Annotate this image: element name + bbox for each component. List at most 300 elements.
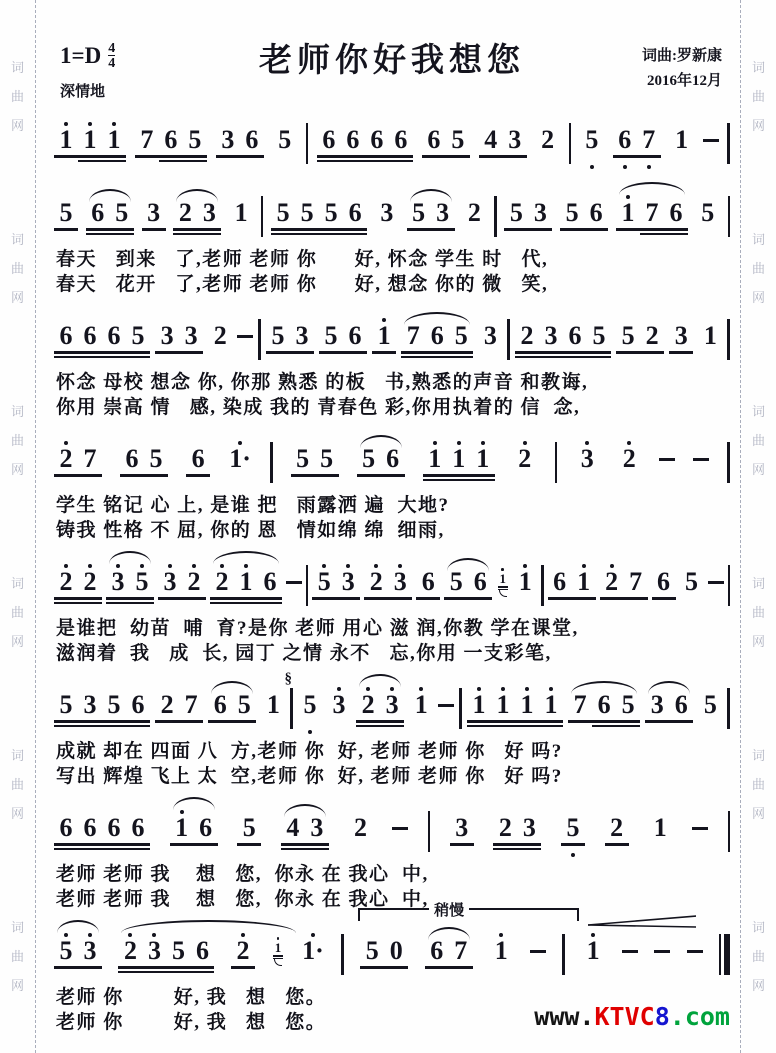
note-underlines [360,964,384,974]
note-digit: 6 [346,125,360,154]
duration-underline [312,597,336,600]
note-digit: 3 [455,813,469,842]
note-underlines [389,153,413,163]
credits [642,44,722,94]
note-digit: 7 [629,567,643,596]
note [670,114,694,174]
duration-underline [78,848,102,851]
note-underlines [78,595,102,605]
tempo-marking: 深情地 [60,84,106,100]
note [273,114,297,174]
note-digit: 1· [302,936,324,965]
duration-dash [237,335,253,338]
barline [341,934,343,975]
note [78,679,102,739]
note-digit: 2 [498,813,512,842]
note-digit: 5 [135,567,149,596]
note-underlines [208,718,232,728]
note-digit: 3 [436,198,450,227]
duration-underline [616,720,640,723]
watermark-character: 网 [751,634,765,650]
note [515,310,539,370]
note [561,802,585,862]
note-group [616,310,664,370]
duration-underline [166,971,190,974]
note-underlines [170,841,194,851]
note-digit: 2 [610,813,624,842]
octave-dots-below [647,163,651,174]
watermark-character: 网 [751,978,765,994]
note-underlines [271,226,295,236]
duration-underline [669,351,693,354]
note-digit: 3 [160,321,174,350]
note-group [617,433,641,493]
note-underlines [468,595,492,605]
note-group [261,679,285,739]
watermark-text [752,61,765,132]
note-group [444,556,492,616]
duration-underline [515,720,539,723]
note-digit: 6 [213,690,227,719]
note [182,556,206,616]
duration-underline [155,351,179,354]
duration-underline [102,351,126,354]
note-digit: 1 [83,125,97,154]
note-digit: 2 [354,813,367,842]
note-digit: 5 [237,690,251,719]
note-digit: 6 [618,125,632,154]
note-digit: 5 [317,567,331,596]
note-digit: 3 [393,567,407,596]
duration-underline [78,155,102,158]
note-digit: 6 [473,567,487,596]
note [605,802,629,862]
note [120,433,144,493]
duration-underline [183,155,207,158]
duration-dash [708,581,724,584]
note-digit: 4 [286,813,300,842]
duration-underline [102,356,126,359]
note-group [568,679,640,739]
note-digit: 3 [295,321,309,350]
note-group [208,679,256,739]
note-underlines [375,226,399,236]
duration-underline [446,155,470,158]
grace-digit: 1 [499,570,506,586]
note-underlines [372,349,396,359]
note-underlines [183,153,207,163]
composer-credit: 词曲:罗新康 [642,48,722,64]
note-digit: 3 [580,444,594,473]
note-underlines [384,964,408,974]
tempo-change-label: 稍慢 [429,899,469,920]
note-digit: 1 [621,198,635,227]
note-underlines [616,349,640,359]
note-digit: 2 [160,690,174,719]
note-group [696,187,720,247]
note-digit: 2 [541,125,555,154]
note-group [158,556,206,616]
duration-dash [392,827,408,830]
note [54,556,78,616]
duration-underline [423,479,447,482]
note [54,433,78,493]
duration-dash [687,950,703,953]
duration-underline [587,351,611,354]
note-underlines [317,153,341,163]
note-group [86,187,134,247]
duration-underline [616,725,640,728]
duration-underline [305,843,329,846]
note-underlines [229,226,253,236]
grace-note [271,937,284,966]
note-underlines [155,718,179,728]
note-digit: 3 [147,936,161,965]
notation-line [54,179,730,247]
duration-underline [389,155,413,158]
duration-dash [692,827,708,830]
watermark-character: 网 [10,978,24,994]
note-underlines [365,153,389,163]
note-underlines [536,153,560,163]
duration-underline [159,160,183,163]
note [515,679,539,739]
note-digit: 2 [467,198,481,227]
duration-underline [86,233,110,236]
duration-underline [102,843,126,846]
note [158,556,182,616]
barline [428,811,430,852]
watermark-character: 网 [10,117,24,133]
duration-underline [158,597,182,600]
watermark-character: 词 [751,748,765,764]
note-group [409,679,433,739]
note [409,679,433,739]
note [343,187,367,247]
octave-dots-below [308,728,312,739]
note-digit: 3 [544,321,558,350]
duration-underline [372,351,396,354]
note [640,310,664,370]
duration-underline [341,160,365,163]
note-underlines [301,964,325,974]
note-underlines [504,226,528,236]
note-digit: 6 [386,444,400,473]
note [179,310,203,370]
note-underlines [462,226,486,236]
note [78,310,102,370]
note-underlines [234,595,258,605]
watermark-character: 词 [10,59,24,75]
note-underlines [357,472,381,482]
note-digit: 6 [674,690,688,719]
duration-dash [654,950,670,953]
note-underlines [78,349,102,359]
duration-underline [86,228,110,231]
note-underlines [208,349,232,359]
duration-underline [258,597,282,600]
note-digit: 3 [221,125,235,154]
note [159,114,183,174]
note-underlines [159,153,183,163]
note [237,802,261,862]
note-digit: 0 [389,936,403,965]
duration-underline [539,356,563,359]
duration-underline [431,228,455,231]
note-group [698,679,722,739]
grace-underline [498,586,508,588]
note [106,556,130,616]
duration-underline [240,155,264,158]
note-digit: 1 [577,567,591,596]
duration-underline [517,843,541,846]
note [317,114,341,174]
duration-underline [423,474,447,477]
note-underlines [584,226,608,236]
duration-underline [142,971,166,974]
note-group [605,802,629,862]
octave-dots-below [623,163,627,174]
duration-underline [605,843,629,846]
note-group [118,925,214,985]
note [503,114,527,174]
watermark-column-right [740,0,776,1053]
duration-underline [231,966,255,969]
barline [306,123,308,164]
note-digit: 5 [703,690,717,719]
note-digit: 7 [184,690,198,719]
duration-underline [356,720,380,723]
note-group [479,114,527,174]
slur [57,920,99,933]
note-digit: 5 [701,198,715,227]
note [315,433,339,493]
note-underlines [54,472,78,482]
note-underlines [560,226,584,236]
watermark-character: 网 [10,461,24,477]
note-group [513,556,537,616]
meter-numerator: 4 [108,41,116,56]
note-digit: 6 [131,813,145,842]
duration-underline [295,228,319,231]
note-digit: 6 [553,567,567,596]
duration-underline [317,155,341,158]
note-underlines [572,595,596,605]
barline [270,442,272,483]
note-underlines [349,841,373,851]
note-digit: 5 [621,321,635,350]
note [360,925,384,985]
duration-underline [317,160,341,163]
note-digit: 6 [263,567,277,596]
note [536,114,560,174]
note-underlines [312,595,336,605]
note-group [327,679,351,739]
note-digit: 6 [191,444,205,473]
note-digit: 1 [107,125,121,154]
note [78,114,102,174]
note [234,556,258,616]
note-underlines [471,472,495,482]
note-digit: 3 [184,321,198,350]
note-group [208,310,232,370]
duration-underline [365,160,389,163]
barline [728,565,730,606]
watermark-character: 词 [10,403,24,419]
barline [459,688,461,729]
duration-underline [190,966,214,969]
note-underlines [613,153,637,163]
note-digit: 2 [123,936,137,965]
note [563,310,587,370]
note-underlines [78,964,102,974]
note [78,433,102,493]
slur [213,551,279,564]
note [210,556,234,616]
note-underlines [261,718,285,728]
duration-underline [110,228,134,231]
watermark-character: 曲 [10,432,24,448]
duration-underline [539,351,563,354]
duration-underline [572,597,596,600]
note-group [372,310,396,370]
duration-underline [110,233,134,236]
note-underlines [118,964,142,974]
note [364,556,388,616]
note-digit: 5 [59,936,73,965]
note [664,187,688,247]
note-underlines [422,153,446,163]
watermark-character: 曲 [10,260,24,276]
note-digit: 3 [508,125,522,154]
note-digit: 6 [568,321,582,350]
note-digit: 7 [140,125,154,154]
note-underlines [416,595,440,605]
duration-underline [624,597,648,600]
note-underlines [605,841,629,851]
note-digit: 1· [229,444,251,473]
duration-underline [305,848,329,851]
note-group [155,310,203,370]
watermark-character: 曲 [10,88,24,104]
duration-underline [381,474,405,477]
note [584,187,608,247]
duration-underline [319,228,343,231]
note [208,310,232,370]
note-digit: 6 [430,936,444,965]
watermark-text [752,233,765,304]
note [336,556,360,616]
note-digit: 7 [454,936,468,965]
note-underlines [515,349,539,359]
note-underlines [645,718,669,728]
note-digit: 5 [242,813,256,842]
duration-underline [384,966,408,969]
note-underlines [130,595,154,605]
duration-underline [54,602,78,605]
note-digit: 6 [83,321,97,350]
note-group [266,310,314,370]
note-digit: 5 [362,444,376,473]
barline [569,123,571,164]
note-underlines [102,349,126,359]
note [319,187,343,247]
note-group [422,114,470,174]
note-group [613,114,661,174]
note-group [186,433,210,493]
note-underlines [290,349,314,359]
duration-underline [78,720,102,723]
note [613,114,637,174]
note-digit: 3 [533,198,547,227]
note-underlines [617,472,641,482]
note [471,433,495,493]
note-digit: 5 [271,321,285,350]
grace-digit: 1 [274,939,282,955]
octave-dots-below [590,163,594,174]
watermark-character: 网 [751,117,765,133]
note-underlines [517,841,541,851]
note [504,187,528,247]
note-underlines [637,153,661,163]
duration-underline [54,228,78,231]
note-underlines [539,718,563,728]
note [54,187,78,247]
barline [727,123,729,164]
watermark-character: 网 [10,806,24,822]
duration-underline [135,155,159,158]
note-underlines [592,718,616,728]
note-group [173,187,221,247]
duration-underline [479,155,503,158]
note-underlines [54,595,78,605]
note [142,187,166,247]
note [450,802,474,862]
note-digit: 2 [520,321,534,350]
note-digit: 5 [324,321,338,350]
duration-underline [106,602,130,605]
duration-underline [166,966,190,969]
note [539,679,563,739]
note-digit: 5 [278,125,292,154]
note [696,187,720,247]
note [290,310,314,370]
duration-underline [126,848,150,851]
note [616,187,640,247]
note-digit: 5 [188,125,202,154]
watermark-ktvc: KTVC [594,1002,655,1031]
note-digit: 6 [59,813,73,842]
note-underlines [78,718,102,728]
note [155,310,179,370]
duration-underline [467,725,491,728]
duration-underline [54,351,78,354]
note-underlines [142,226,166,236]
duration-underline [449,356,473,359]
note-digit: 3 [650,690,664,719]
note-underlines [102,718,126,728]
note-digit: 6 [59,321,73,350]
duration-underline [416,597,440,600]
note-digit: 1 [653,813,667,842]
note-digit: 5 [585,125,599,154]
note-group [425,925,473,985]
duration-underline [126,356,150,359]
note [102,310,126,370]
slur [173,797,215,810]
note-group [120,433,168,493]
note-underlines [580,153,604,163]
